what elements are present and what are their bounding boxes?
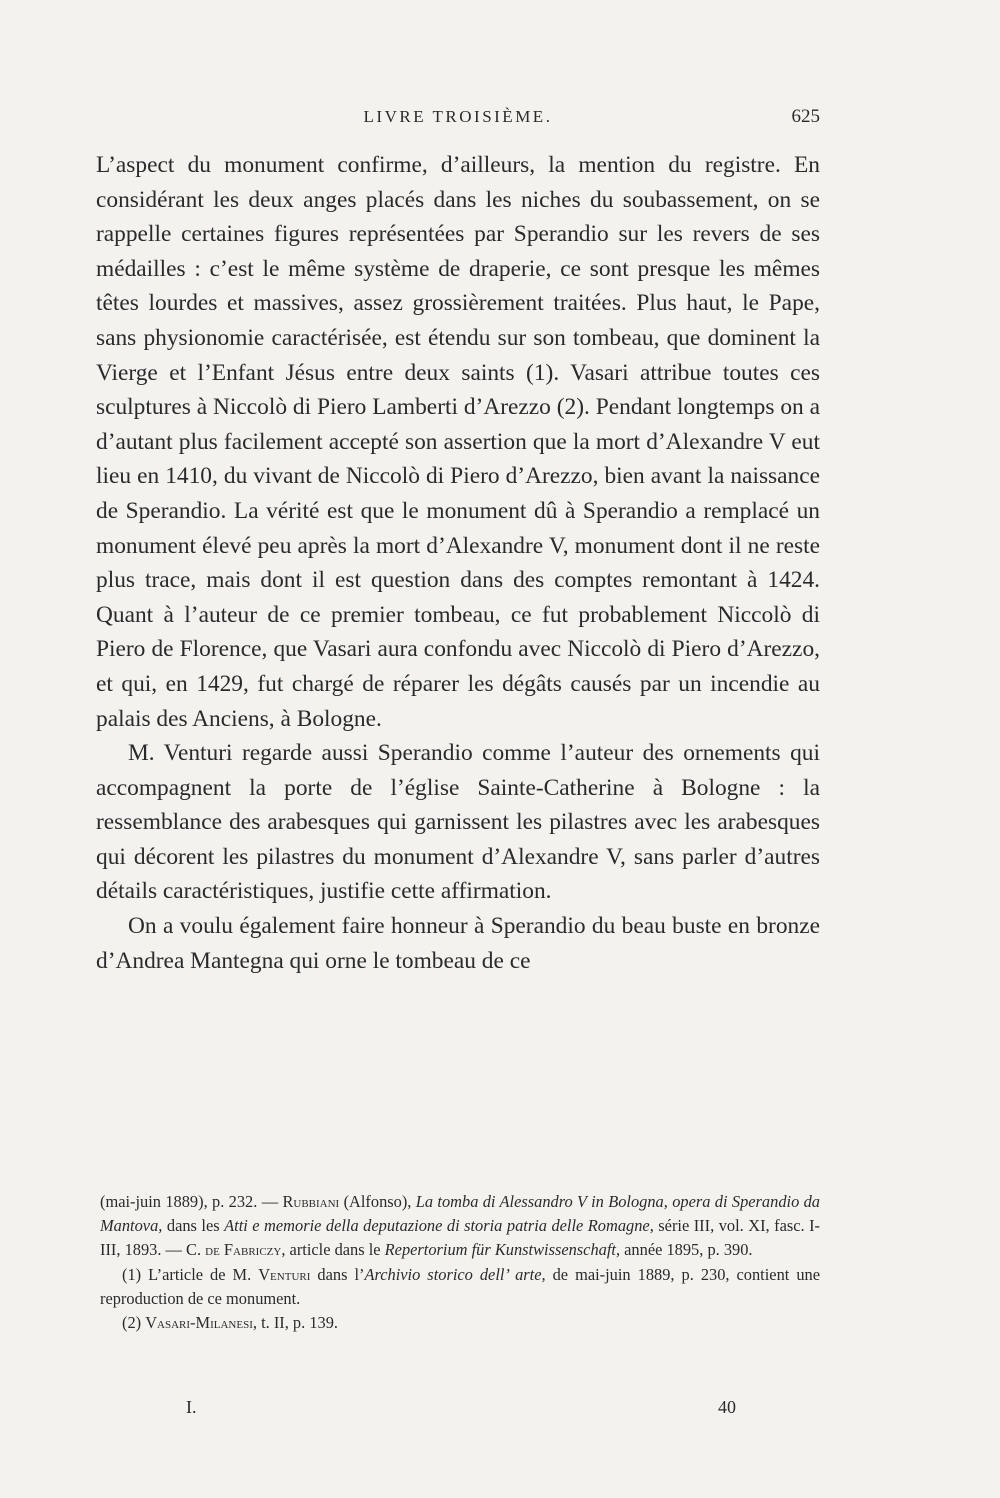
- fn-text: (2): [122, 1313, 146, 1333]
- footnote-2: [100, 1311, 820, 1335]
- fn-text: année 1895, p. 390.: [620, 1240, 753, 1260]
- fn-author: Rubbiani: [282, 1192, 340, 1211]
- fn-title: Atti e memorie della deputazione di storia patria delle Romagne,: [224, 1216, 654, 1236]
- signature-volume: I.: [186, 1397, 197, 1417]
- fn-text: , t. II, p. 139.: [252, 1313, 339, 1333]
- fn-text: , article dans le: [281, 1240, 385, 1260]
- running-title: LIVRE TROISIÈME.: [363, 107, 553, 126]
- signature-gathering: 40: [718, 1397, 736, 1417]
- fn-title: Repertorium für Kunstwissenschaft,: [384, 1240, 621, 1260]
- fn-text: (Alfonso),: [339, 1192, 416, 1211]
- paragraph-2: M. Venturi regarde aussi Sperandio comme l’auteur des ornements qui accompagnent la porte de l’église Sainte-Catherine à Bologne : la ressemblance des arabesques qui garnissent les pilastres avec les arabesques qui décorent les pilastres du monument d’Alexandre V, sans parler d’autres détails caractéristiques, justifie cette affirmation.: [96, 740, 820, 905]
- footnotes: [100, 1190, 820, 1335]
- footnote-continued: [100, 1190, 820, 1263]
- page-number: 625: [791, 106, 820, 127]
- fn-text: dans l’: [310, 1264, 365, 1284]
- running-head: [96, 104, 820, 134]
- fn-author: de Fabriczy: [205, 1240, 282, 1260]
- paragraph-1: L’aspect du monument confirme, d’ailleurs, la mention du registre. En considérant les deux anges placés dans les niches du soubassement, on se rappelle certaines figures représentées par Sperandio sur les revers de ses médailles : c’est le même système de draperie, ce sont presque les mêmes têtes lourdes et massives, assez grossièrement traitées. Plus haut, le Pape, sans physionomie caractérisée, est étendu sur son tombeau, que dominent la Vierge et l’Enfant Jésus entre deux saints (1). Vasari attribue toutes ces sculptures à Niccolò di Piero Lamberti d’Arezzo (2). Pendant longtemps on a d’autant plus facilement accepté son assertion que la mort d’Alexandre V eut lieu en 1410, du vivant de Niccolò di Piero d’Arezzo, bien avant la naissance de Sperandio. La vérité est que le monument dû à Sperandio a remplacé un monument élevé peu après la mort d’Alexandre V, monument dont il ne reste plus trace, mais dont il est question dans des comptes remontant à 1424. Quant à l’auteur de ce premier tombeau, ce fut probablement Niccolò di Piero de Florence, que Vasari aura confondu avec Niccolò di Piero d’Arezzo, et qui, en 1429, fut chargé de réparer les dégâts causés par un incendie au palais des Anciens, à Bologne.: [96, 152, 820, 732]
- fn-text: série III, vol. XI, fasc. I-III, 1893. — C.: [100, 1216, 821, 1260]
- printer-signature: [186, 1397, 736, 1427]
- fn-text: (1) L’article de M.: [122, 1264, 259, 1284]
- fn-text: dans les: [162, 1216, 225, 1236]
- fn-title: La tomba di Alessandro V in Bologna, opera di Sperandio da Mantova,: [100, 1192, 820, 1236]
- fn-author: Vasari-Milanesi: [145, 1313, 253, 1333]
- body-text: [96, 148, 820, 978]
- fn-text: (mai-juin 1889), p. 232. —: [100, 1192, 283, 1211]
- fn-title: Archivio storico dell’ arte,: [364, 1264, 546, 1284]
- fn-author: Venturi: [258, 1264, 311, 1284]
- fn-text: de mai-juin 1889, p. 230, contient une reproduction de ce monument.: [100, 1264, 820, 1308]
- paragraph-3: On a voulu également faire honneur à Sperandio du beau buste en bronze d’Andrea Mantegna qui orne le tombeau de ce: [96, 913, 820, 974]
- footnote-1: [100, 1263, 820, 1311]
